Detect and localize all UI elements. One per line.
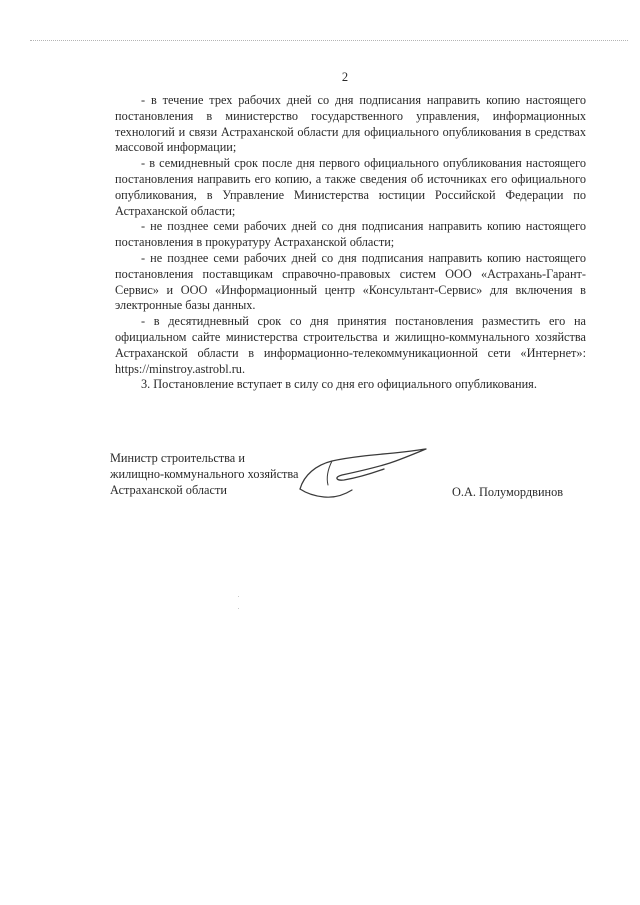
document-body [115,93,586,393]
handwritten-signature [290,447,430,505]
signatory-title-line: жилищно-коммунального хозяйства [110,467,299,481]
scan-speck [238,608,239,609]
paragraph-send-to-ministry-of-it: - в течение трех рабочих дней со дня подписания направить копию настоящего постановления в министерство государственного управления, информационных технологий и связи Астраханской области для официального опубликования в средствах массовой информации; [115,93,586,155]
signatory-name: О.А. Полумордвинов [452,485,564,499]
paragraph-send-to-legal-databases: - не позднее семи рабочих дней со дня подписания направить копию настоящего постановления поставщикам справочно-правовых систем ООО «Астрахань-Гарант-Сервис» и ООО «Информационный центр «Консультант-Сервис» для включения в электронные базы данных. [115,250,586,313]
scan-top-edge [30,40,628,41]
paragraph-publish-on-website: - в десятидневный срок со дня принятия постановления разместить его на официальном сайте министерства строительства и жилищно-коммунального хозяйства Астраханской области в информационно-телекоммуникационной сети «Интернет»: https://minstroy.astrobl.ru. [115,314,586,376]
paragraph-entry-into-force: 3. Постановление вступает в силу со дня его официального опубликования. [141,377,537,392]
signatory-title-line: Астраханской области [110,483,227,497]
page-number: 2 [341,70,349,84]
paragraph-send-to-ministry-of-justice: - в семидневный срок после дня первого официального опубликования настоящего постановления направить его копию, а также сведения об источниках его официального опубликования, в Управление Министерства юстиции Российской Федерации по Астраханской области; [115,156,586,218]
paragraph-send-to-prosecutor: - не позднее семи рабочих дней со дня подписания направить копию настоящего постановления в прокуратуру Астраханской области; [115,219,586,250]
signatory-title [110,450,299,498]
scan-speck [238,596,239,597]
signatory-title-line: Министр строительства и [110,451,245,465]
